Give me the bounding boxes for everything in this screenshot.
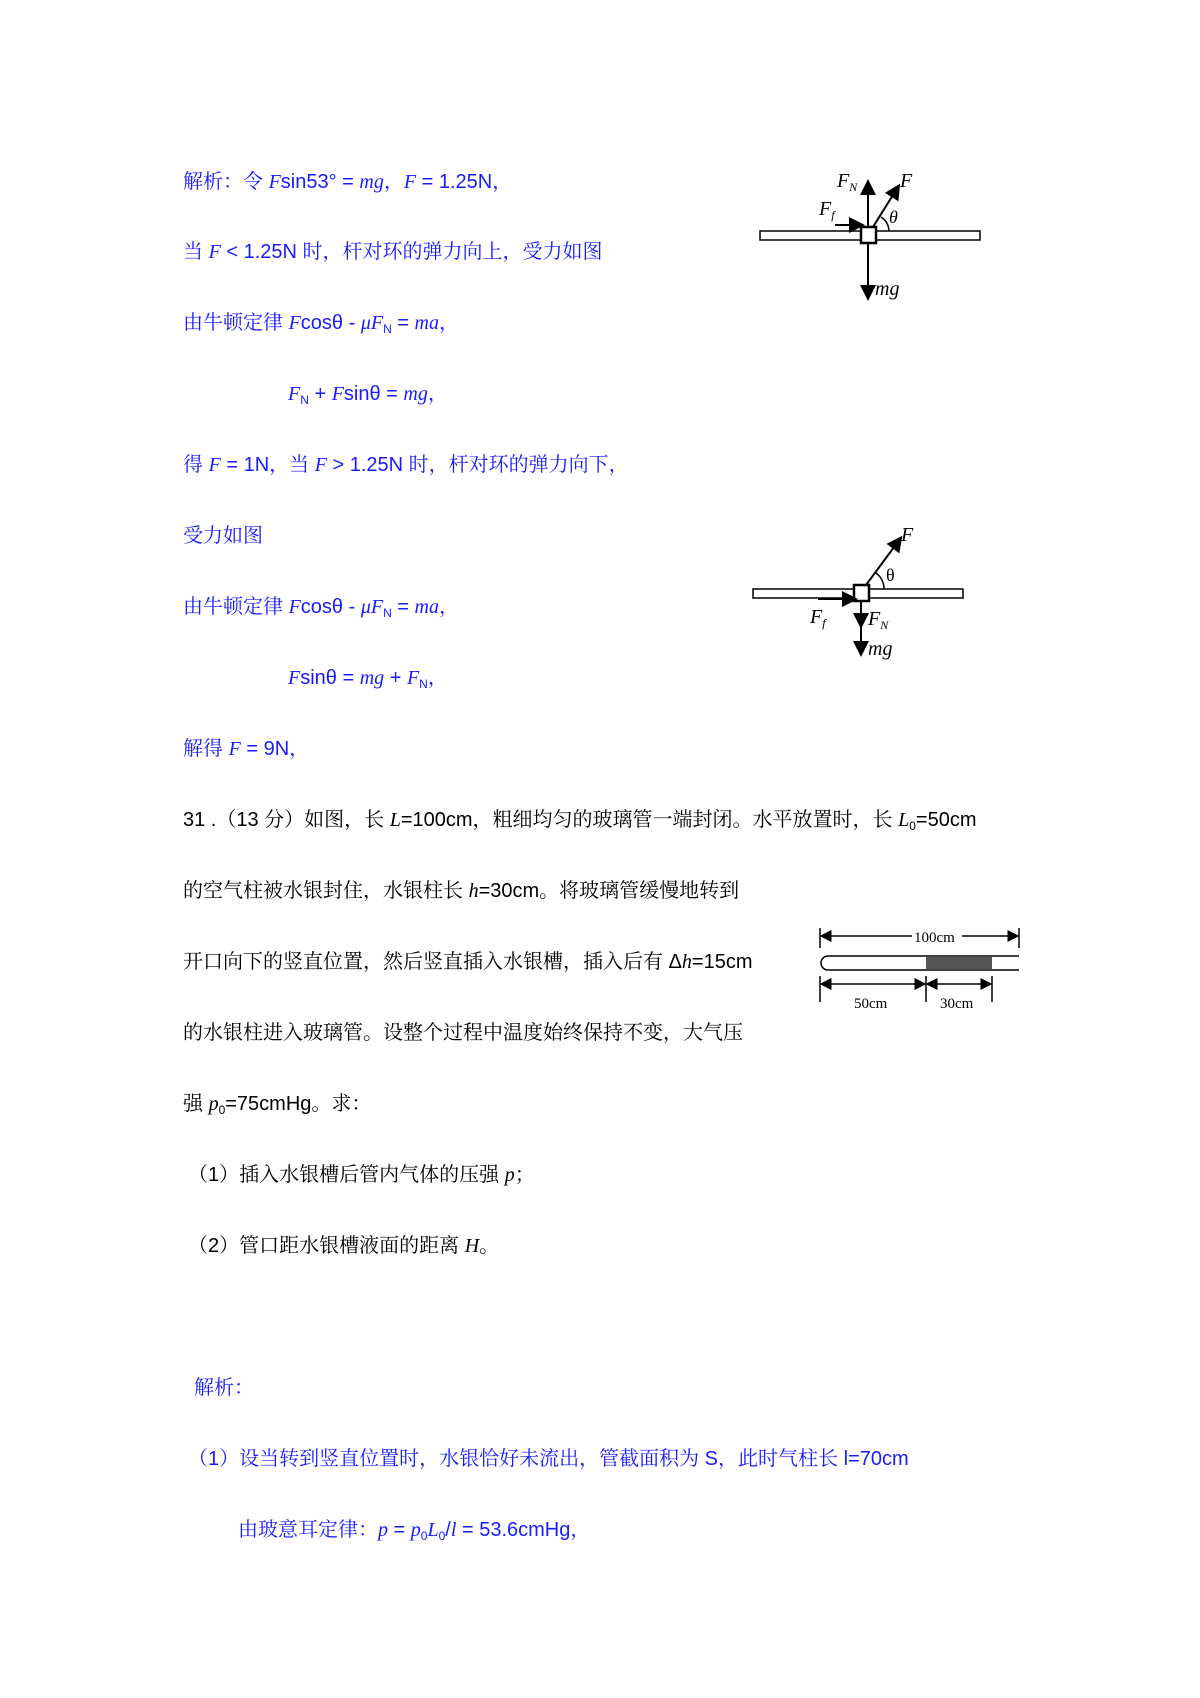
glass-tube-diagram <box>812 922 1027 1022</box>
problem31-line-1: 31 .（13 分）如图，长 L=100cm，粗细均匀的玻璃管一端封闭。水平放置时，长 $L_0=50cm$ <box>183 809 977 833</box>
f-label: F <box>900 170 913 192</box>
solution1-line-4: $F_N + Fsin\theta$ = mg， <box>288 383 448 407</box>
question-2: （2）管口距水银槽液面的距离 H。 <box>188 1235 500 1257</box>
theta-label: θ <box>886 565 895 585</box>
solution2-line-1: （1）设当转到竖直位置时，水银恰好未流出，管截面积为 S，此时气柱长 l=70cm <box>188 1448 909 1470</box>
angle-arc <box>881 217 889 231</box>
solution2-title: 解析： <box>194 1377 254 1399</box>
applied-force-arrow <box>866 539 900 585</box>
total-length-label: 100cm <box>914 930 955 946</box>
f-label: F <box>901 525 914 546</box>
solution1-line-8: Fsinθ = mg + $F_N$， <box>288 667 448 691</box>
problem31-line-2: 的空气柱被水银封住，水银柱长 h=30cm。将玻璃管缓慢地转到 <box>183 880 740 902</box>
solution1-line-6: 受力如图 <box>183 525 263 547</box>
solution1-line-3: 由牛顿定律 Fcosθ - $\mu F_N$ = ma， <box>183 312 459 336</box>
mercury-length-label: 30cm <box>940 996 974 1012</box>
solution1-line-2: 当 F < 1.25N 时，杆对环的弹力向上，受力如图 <box>183 241 603 263</box>
fn-label: $F_N$ <box>868 608 889 632</box>
force-diagram-1 <box>755 165 995 310</box>
solution1-line-5: 得 F = 1N，当 F > 1.25N 时，杆对环的弹力向下， <box>183 454 629 476</box>
ring <box>854 585 869 601</box>
air-length-label: 50cm <box>854 996 888 1012</box>
angle-arc <box>876 573 884 589</box>
mg-label: mg <box>868 638 893 660</box>
ff-label: $F_f$ <box>819 198 835 222</box>
problem31-line-5: 强 $p_0=75cmHg$。求： <box>183 1093 372 1117</box>
solution1-line-7: 由牛顿定律 Fcosθ - $\mu F_N$ = ma， <box>183 596 459 620</box>
force-diagram-2 <box>748 525 973 665</box>
problem31-line-3: 开口向下的竖直位置，然后竖直插入水银槽，插入后有 Δh=15cm <box>183 951 753 973</box>
solution1-line-1: 解析：令 Fsin53° = mg，F = 1.25N， <box>183 171 513 193</box>
problem31-line-4: 的水银柱进入玻璃管。设整个过程中温度始终保持不变，大气压 <box>183 1022 743 1044</box>
theta-label: θ <box>889 207 898 227</box>
mg-label: mg <box>875 278 900 300</box>
fn-label: $F_N$ <box>837 170 858 194</box>
question-1: （1）插入水银槽后管内气体的压强 p； <box>188 1164 535 1186</box>
ring <box>861 227 876 243</box>
solution2-line-2: 由玻意耳定律：$p = p_0L_0/l$ = 53.6cmHg， <box>238 1519 591 1543</box>
mercury-column <box>926 957 992 969</box>
ff-label: $F_f$ <box>810 606 826 630</box>
solution1-line-9: 解得 F = 9N， <box>183 738 310 760</box>
